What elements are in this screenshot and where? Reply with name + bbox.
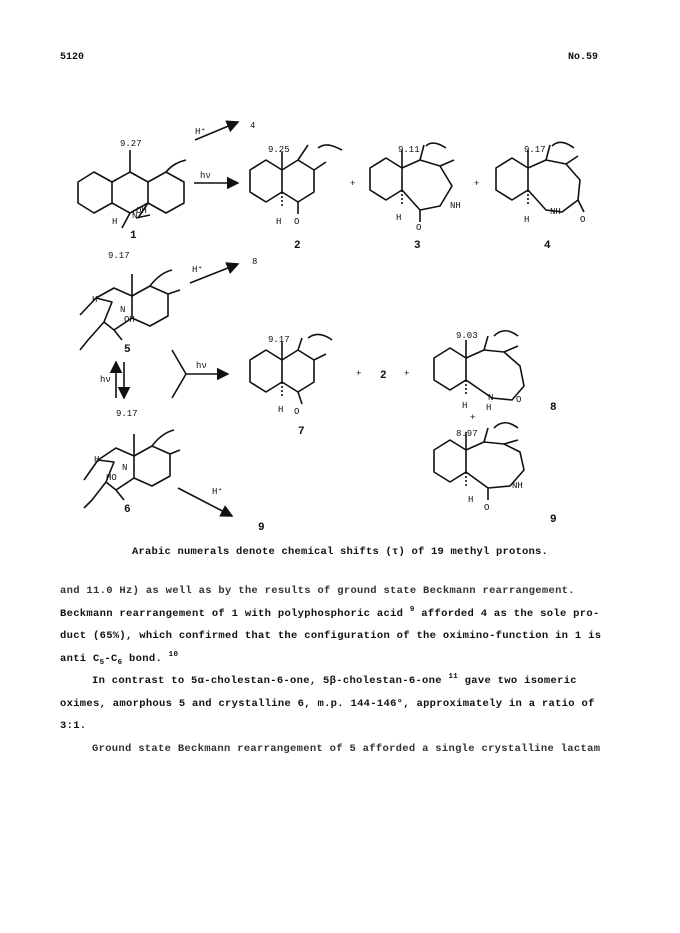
plus-5: +: [470, 413, 476, 423]
paragraph-line-3: duct (65%), which confirmed that the configuration of the oximino-function in 1 is: [60, 630, 602, 642]
compound-ref: 4: [480, 607, 488, 620]
atom-nh-3: NH: [450, 201, 461, 211]
plus-1: +: [350, 179, 356, 189]
shift-compound-7: 9.17: [268, 335, 290, 345]
atom-oh-1: OH: [136, 206, 147, 216]
atom-n-6: N: [122, 463, 128, 473]
structure-compound-7: [250, 334, 332, 404]
compound-ref: 5: [178, 697, 186, 710]
reagent-acid-2: H⁺: [192, 265, 203, 275]
plus-3: +: [356, 369, 362, 379]
atom-h-8a: H: [462, 401, 468, 411]
atom-h-7: H: [278, 405, 284, 415]
atom-h-4: H: [524, 215, 530, 225]
product-label-8-top: 8: [252, 257, 258, 267]
atom-o-9: O: [484, 503, 490, 513]
structure-compound-8: [434, 331, 524, 400]
paragraph-line-1: and 11.0 Hz) as well as by the results of ground state Beckmann rearrangement.: [60, 585, 575, 597]
compound-ref: 6: [297, 697, 305, 710]
compound-label-4: 4: [544, 240, 551, 252]
structure-compound-9: [434, 423, 524, 500]
compound-ref: 1: [574, 630, 582, 642]
structure-compound-5: [80, 270, 180, 350]
atom-o-3: O: [416, 223, 422, 233]
product-label-4-top: 4: [250, 121, 256, 131]
atom-o-4: O: [580, 215, 586, 225]
atom-o-8: O: [516, 395, 522, 405]
paragraph-line-5: In contrast to 5α-cholestan-6-one, 5β-cholestan-6-one $^{11}$ gave two isomeric: [92, 673, 577, 687]
arrow-acid-6-to-9: [178, 488, 232, 516]
shift-compound-2: 9.25: [268, 145, 290, 155]
compound-label-3: 3: [414, 240, 421, 252]
atom-h-8b: H: [486, 403, 492, 413]
atom-h-6: H: [94, 455, 100, 465]
atom-oh-5: OH: [124, 315, 135, 325]
compound-label-1: 1: [130, 230, 137, 242]
product-label-9-bottom: 9: [258, 522, 265, 534]
paragraph-line-2: Beckmann rearrangement of 1 with polyphosphoric acid $^9$ afforded 4 as the sole pro-: [60, 605, 600, 620]
page-number: 5120: [60, 52, 85, 63]
reagent-light-2: hν: [100, 375, 111, 385]
compound-label-2-ref: 2: [380, 370, 387, 382]
figure-caption: Arabic numerals denote chemical shifts (τ) of 19 methyl protons.: [131, 546, 549, 558]
atom-h-2: H: [276, 217, 282, 227]
atom-h-5: H: [92, 295, 98, 305]
atom-nh-4: NH: [550, 207, 561, 217]
shift-compound-4: 9.17: [524, 145, 546, 155]
plus-4: +: [404, 369, 410, 379]
atom-nh-9: NH: [512, 481, 523, 491]
shift-compound-8: 9.03: [456, 331, 478, 341]
atom-h-9: H: [468, 495, 474, 505]
shift-compound-5: 9.17: [108, 251, 130, 261]
paragraph-line-8: Ground state Beckmann rearrangement of 5 afforded a single crystalline lactam: [92, 742, 601, 755]
atom-n-5: N: [120, 305, 126, 315]
reagent-light-3: hν: [196, 361, 207, 371]
atom-ho-6: HO: [106, 473, 117, 483]
compound-label-8: 8: [550, 402, 557, 414]
reagent-light-1: hν: [200, 171, 211, 181]
structure-compound-2: [250, 145, 342, 214]
shift-compound-9: 8.97: [456, 429, 478, 439]
atom-h-1: H: [112, 217, 118, 227]
compound-label-6: 6: [124, 504, 131, 516]
body-text: [60, 580, 620, 760]
atom-o-7: O: [294, 407, 300, 417]
arrow-light-branch: [172, 350, 228, 398]
atom-o-2: O: [294, 217, 300, 227]
compound-label-2: 2: [294, 240, 301, 252]
journal-issue: No.59: [567, 52, 598, 63]
paragraph-line-7: 3:1.: [60, 720, 87, 732]
shift-compound-6: 9.17: [116, 409, 138, 419]
paragraph-line-4: anti $C_5-C_6$ bond. $^{10}$: [60, 650, 179, 667]
compound-label-9: 9: [550, 514, 557, 526]
compound-label-7: 7: [298, 426, 305, 438]
atom-n-8: N: [488, 393, 494, 403]
shift-compound-1: 9.27: [120, 139, 142, 149]
reagent-acid-3: H⁺: [212, 487, 223, 497]
plus-2: +: [474, 179, 480, 189]
atom-n-1: N: [132, 211, 138, 221]
paragraph-line-6: oximes, amorphous 5 and crystalline 6, m.p. 144-146°, approximately in a ratio of: [60, 697, 595, 710]
compound-label-5: 5: [124, 344, 131, 356]
shift-compound-3: 9.11: [398, 145, 420, 155]
compound-ref: 5: [349, 742, 357, 755]
compound-ref: 1: [231, 607, 239, 620]
structure-compound-6: [84, 430, 180, 508]
reagent-acid-1: H⁺: [195, 127, 206, 137]
atom-h-3: H: [396, 213, 402, 223]
